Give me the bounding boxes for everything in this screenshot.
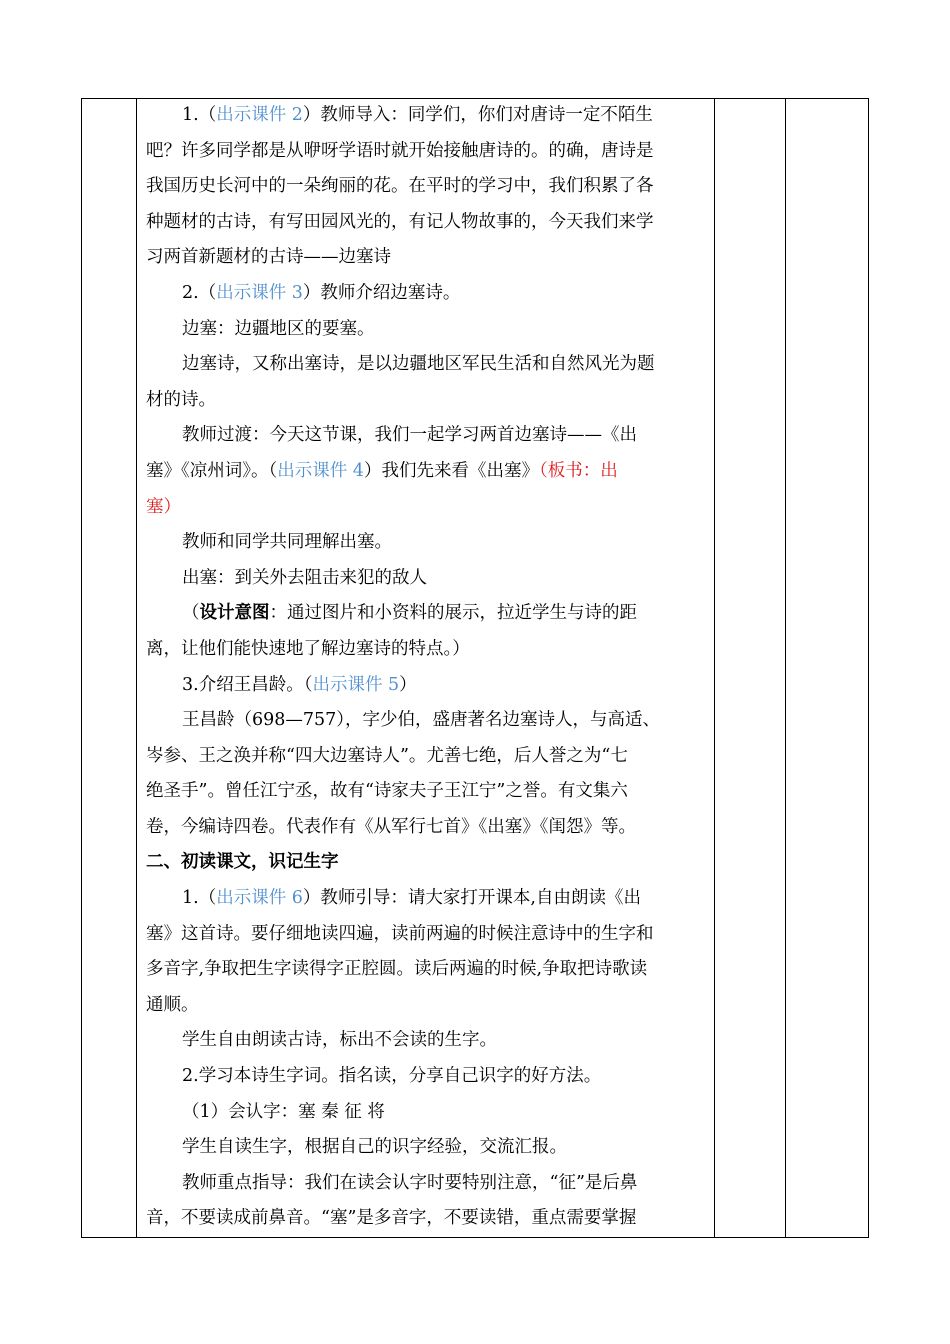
text-line [146,952,708,988]
text-line [146,739,708,775]
text-line [146,1166,708,1202]
text-segment: 1.（ [182,105,217,125]
board-note: （板书：出 [538,460,618,481]
text-line [146,703,708,739]
text-segment: 绝圣手”。曾任江宁丞，故有“诗家夫子王江宁”之誉。有文集六 [146,781,628,802]
text-line [146,525,708,561]
text-segment: 3.介绍王昌龄。（ [182,674,313,695]
board-note: 塞） [146,496,181,517]
text-segment: 离，让他们能快速地了解边塞诗的特点。） [146,638,470,659]
column-divider-1 [136,99,137,1237]
text-segment: 材的诗。 [146,389,216,410]
text-line [146,917,708,953]
text-segment: 我国历史长河中的一朵绚丽的花。在平时的学习中，我们积累了各 [146,176,654,197]
text-segment: ）我们先来看《出塞》 [363,460,539,481]
text-segment: 学生自由朗读古诗，标出不会读的生字。 [182,1030,497,1051]
text-segment: 岑参、王之涣并称“四大边塞诗人”。尤善七绝，后人誉之为“七 [146,745,628,766]
text-segment: （1）会认字：塞 秦 征 将 [182,1101,385,1122]
column-divider-3 [785,99,786,1237]
text-segment: 音，不要读成前鼻音。“塞”是多音字，不要读错，重点需要掌握 [146,1208,637,1229]
text-line [146,668,708,704]
text-line [146,1201,708,1237]
courseware-ref: 出示课件 2 [216,105,303,125]
courseware-ref: 出示课件 3 [216,282,303,303]
text-line [146,240,708,276]
text-segment: 塞》《凉州词》。（ [146,460,278,481]
text-line [146,383,708,419]
courseware-ref: 出示课件 6 [216,888,303,909]
text-line [146,454,708,490]
text-line [146,988,708,1024]
courseware-ref: 出示课件 4 [277,460,364,481]
text-line [146,312,708,348]
text-line [146,881,708,917]
text-line [146,1095,708,1131]
text-line [146,632,708,668]
text-segment: ）教师导入：同学们，你们对唐诗一定不陌生 [302,105,653,125]
courseware-ref: 出示课件 5 [312,674,400,695]
text-segment: ） [399,674,417,695]
text-segment: 习两首新题材的古诗——边塞诗 [146,247,391,268]
text-segment: 1.（ [182,888,217,909]
text-line [146,98,708,134]
text-line [146,169,708,205]
text-segment: ）教师引导：请大家打开课本,自由朗读《出 [302,888,641,909]
text-segment: 通顺。 [146,994,199,1015]
text-segment: 种题材的古诗，有写田园风光的，有记人物故事的，今天我们来学 [146,211,654,232]
text-segment: 教师过渡：今天这节课，我们一起学习两首边塞诗——《出 [182,425,637,446]
text-line [146,276,708,312]
text-segment: 王昌龄（698—757），字少伯，盛唐著名边塞诗人，与高适、 [182,710,661,731]
text-line [146,810,708,846]
text-segment: 边塞诗，又称出塞诗，是以边疆地区军民生活和自然风光为题 [182,354,655,375]
text-segment: 教师和同学共同理解出塞。 [182,532,392,553]
text-segment: 多音字,争取把生字读得字正腔圆。读后两遍的时候,争取把诗歌读 [146,959,648,980]
text-line [146,490,708,526]
text-segment: 卷，今编诗四卷。代表作有《从军行七首》《出塞》《闺怨》等。 [146,816,636,837]
text-segment: ：通过图片和小资料的展示，拉近学生与诗的距 [269,603,637,624]
text-line [146,1059,708,1095]
text-segment: 2.学习本诗生字词。指名读，分享自己识字的好方法。 [182,1066,602,1087]
text-line [146,418,708,454]
column-divider-2 [714,99,715,1237]
text-segment: ）教师介绍边塞诗。 [302,282,461,303]
text-segment: 学生自读生字，根据自己的识字经验，交流汇报。 [182,1137,567,1158]
text-line [146,1023,708,1059]
text-segment: 2.（ [182,282,217,303]
text-segment: （ [182,603,200,624]
text-line [146,1130,708,1166]
text-segment: 二、初读课文，识记生字 [146,852,339,873]
text-segment: 边塞：边疆地区的要塞。 [182,318,375,339]
text-line [146,134,708,170]
text-segment: 教师重点指导：我们在读会认字时要特别注意，“征”是后鼻 [182,1172,638,1193]
text-segment: 设计意图 [199,603,270,624]
text-segment: 吧？许多同学都是从咿呀学语时就开始接触唐诗的。的确，唐诗是 [146,140,654,161]
text-line [146,205,708,241]
lesson-content [146,98,708,1237]
text-line [146,561,708,597]
text-line [146,596,708,632]
text-line [146,347,708,383]
text-segment: 塞》这首诗。要仔细地读四遍，读前两遍的时候注意诗中的生字和 [146,923,654,944]
text-line [146,845,708,881]
text-segment: 出塞：到关外去阻击来犯的敌人 [182,567,427,588]
text-line [146,774,708,810]
